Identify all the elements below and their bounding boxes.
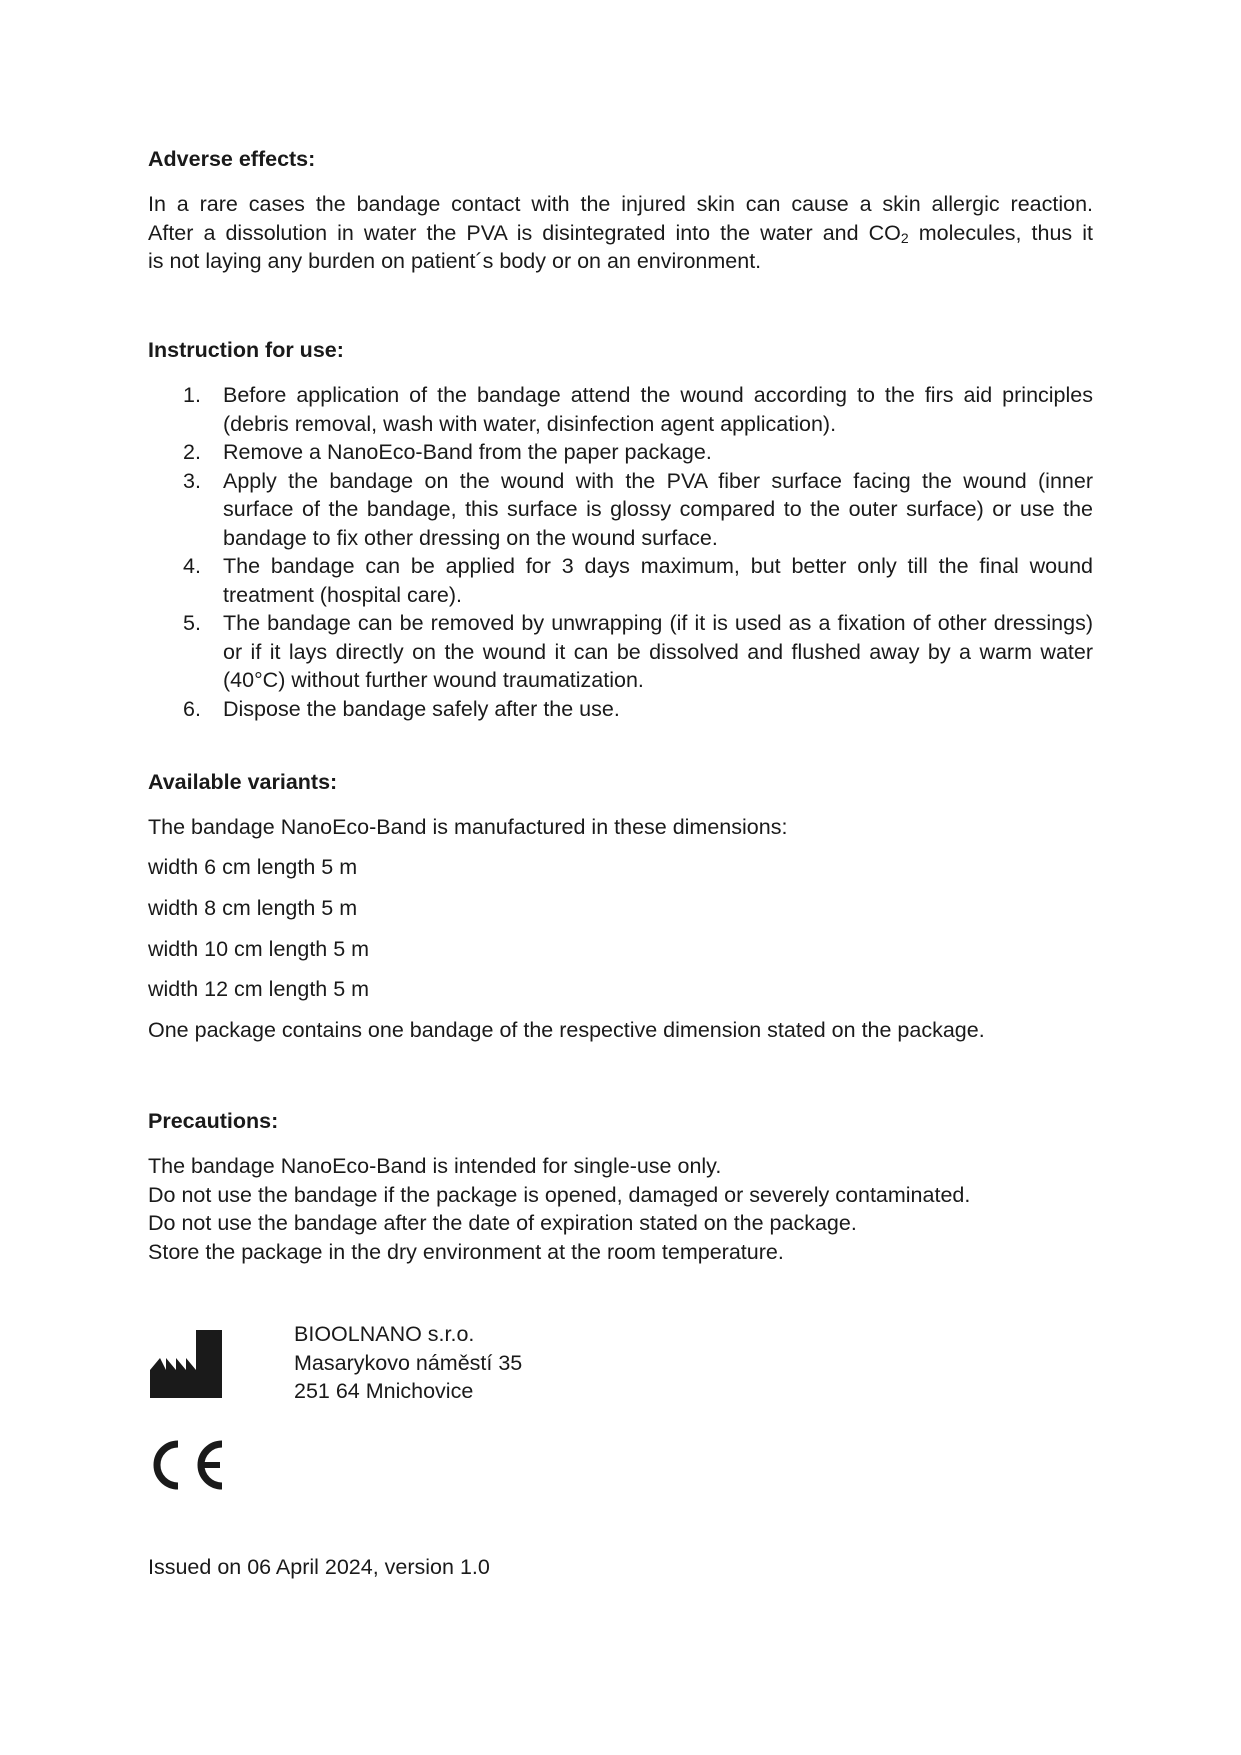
instruction-heading: Instruction for use: xyxy=(148,338,344,362)
variant-size: width 8 cm length 5 m xyxy=(148,896,358,920)
variant-size: width 6 cm length 5 m xyxy=(148,855,358,879)
list-item-text: The bandage can be applied for 3 days maximum, but better only till the final wound treatment (hospital care). xyxy=(223,554,1093,607)
list-item xyxy=(148,695,1093,724)
list-item xyxy=(148,438,1093,467)
adverse-line-2-text: After a dissolution in water the PVA is disintegrated into the water and CO xyxy=(148,220,901,245)
list-item-number: 4. xyxy=(183,554,201,578)
manufacturer-name: BIOOLNANO s.r.o. xyxy=(294,1322,475,1346)
instruction-list xyxy=(148,381,1093,723)
list-item-number: 5. xyxy=(183,611,201,635)
variants-heading: Available variants: xyxy=(148,770,338,794)
list-item-number: 6. xyxy=(183,696,201,721)
adverse-line-2-tail: molecules, thus it xyxy=(908,220,1093,245)
list-item-text: The bandage can be removed by unwrapping (if it is used as a fixation of other dressings) or if it lays directly on the wound it can be dissolved and flushed away by a warm water (40°C) without further wound traumatization. xyxy=(223,611,1093,692)
ce-mark-icon xyxy=(148,1438,226,1500)
manufacturer-city: 251 64 Mnichovice xyxy=(294,1379,474,1403)
adverse-line-2 xyxy=(148,219,1093,248)
manufacturer-icon xyxy=(150,1330,222,1406)
list-item-number: 3. xyxy=(183,468,201,493)
list-item xyxy=(148,552,1093,609)
list-item-number: 2. xyxy=(183,440,201,464)
precaution-line: Store the package in the dry environment at the room temperature. xyxy=(148,1239,784,1264)
adverse-line-3: is not laying any burden on patient´s body or on an environment. xyxy=(148,249,762,273)
package-note: One package contains one bandage of the respective dimension stated on the package. xyxy=(148,1018,985,1042)
list-item xyxy=(148,609,1093,695)
precautions-list xyxy=(148,1152,970,1266)
list-item-text: Dispose the bandage safely after the use. xyxy=(223,696,620,721)
issued-date: Issued on 06 April 2024, version 1.0 xyxy=(148,1555,490,1579)
list-item-text: Apply the bandage on the wound with the PVA fiber surface facing the wound (inner surface of the bandage, this surface is glossy compared to the outer surface) or use the bandage to fix other dressing on the wound surface. xyxy=(223,468,1093,550)
variant-size: width 10 cm length 5 m xyxy=(148,937,370,961)
adverse-line-1: In a rare cases the bandage contact with the injured skin can cause a skin allergic reaction. xyxy=(148,192,1093,216)
precaution-line: Do not use the bandage if the package is opened, damaged or severely contaminated. xyxy=(148,1182,971,1207)
adverse-effects-paragraph xyxy=(148,190,1093,276)
manufacturer-street: Masarykovo náměstí 35 xyxy=(294,1350,523,1375)
list-item-text: Remove a NanoEco-Band from the paper package. xyxy=(223,440,712,464)
variants-intro: The bandage NanoEco-Band is manufactured in these dimensions: xyxy=(148,815,788,839)
list-item-number: 1. xyxy=(183,383,201,407)
manufacturer-address xyxy=(294,1320,522,1406)
variant-size: width 12 cm length 5 m xyxy=(148,977,370,1001)
co2-subscript: 2 xyxy=(900,229,909,246)
precautions-heading: Precautions: xyxy=(148,1109,279,1133)
list-item xyxy=(148,381,1093,438)
precaution-line: Do not use the bandage after the date of expiration stated on the package. xyxy=(148,1211,857,1235)
list-item-text: Before application of the bandage attend the wound according to the firs aid principles (debris removal, wash with water, disinfection agent application). xyxy=(223,383,1093,436)
precaution-line: The bandage NanoEco-Band is intended for single-use only. xyxy=(148,1154,722,1178)
adverse-effects-heading: Adverse effects: xyxy=(148,147,316,171)
list-item xyxy=(148,467,1093,553)
